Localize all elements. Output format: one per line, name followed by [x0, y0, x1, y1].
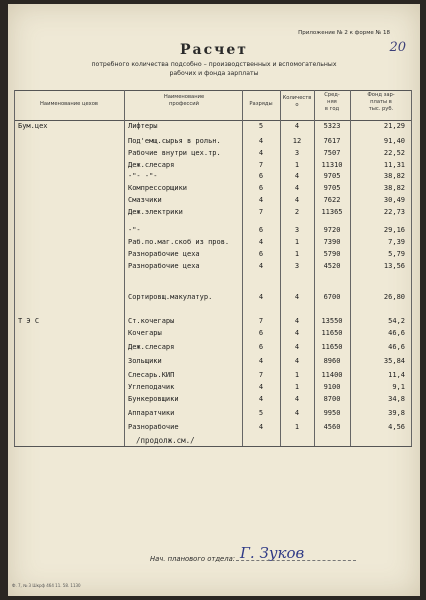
table-cell-fund: 13,56 — [383, 262, 405, 270]
table-cell-grade: 4 — [258, 395, 264, 403]
table-cell-grade: 6 — [258, 329, 264, 337]
table-cell-avg: 7390 — [323, 238, 341, 246]
table-cell-avg: 8960 — [323, 357, 341, 365]
table-cell-avg: 11310 — [321, 161, 343, 169]
workers-table — [14, 90, 412, 446]
table-cell-grade: 4 — [258, 262, 264, 270]
table-cell-avg: 9100 — [323, 383, 341, 391]
table-cell-grade: 4 — [258, 293, 264, 301]
table-cell-avg: 6700 — [323, 293, 341, 301]
handwritten-page-number: 20 — [389, 40, 406, 55]
table-cell-grade: 6 — [258, 250, 264, 258]
col-header-profession: Наименование профессий — [163, 94, 205, 107]
table-cell-fund: 46,6 — [388, 329, 405, 337]
document-title: Расчет — [180, 42, 248, 58]
table-cell-avg: 11650 — [321, 343, 343, 351]
subtitle-line-1: потребного количества подсобно – производственных и вспомогательных — [91, 61, 337, 68]
table-cell-profession: Зольщики — [128, 357, 162, 365]
table-cell-fund: 9,1 — [392, 383, 405, 391]
table-cell-fund: 30,49 — [383, 196, 405, 204]
table-cell-avg: 7622 — [323, 196, 341, 204]
col-header-count: Количество — [282, 95, 312, 108]
table-cell-avg: 11650 — [321, 329, 343, 337]
table-cell-fund: 29,16 — [383, 226, 405, 234]
table-cell-grade: 7 — [258, 208, 264, 216]
table-cell-avg: 9720 — [323, 226, 341, 234]
table-cell-profession: Кочегары — [128, 329, 162, 337]
table-cell-profession: Аппаратчики — [128, 409, 175, 417]
table-cell-count: 3 — [294, 149, 300, 157]
table-cell-profession: Разнорабочие цеха — [128, 262, 200, 270]
signature-line — [236, 560, 356, 561]
table-cell-count: 1 — [294, 383, 300, 391]
table-cell-count: 4 — [294, 122, 300, 130]
table-cell-fund: 5,79 — [388, 250, 405, 258]
continued-note: /продолж.см./ — [136, 436, 195, 445]
table-cell-profession: Сортировщ.макулатур. — [128, 293, 213, 301]
table-cell-count: 3 — [294, 262, 300, 270]
table-cell-avg: 8700 — [323, 395, 341, 403]
print-info: Ф. 7, № 3 Шкрф 464 11. 58. 1130 — [12, 583, 81, 588]
table-cell-profession: Углеподачик — [128, 383, 175, 391]
document-subtitle — [58, 60, 370, 78]
table-cell-avg: 13550 — [321, 317, 343, 325]
table-cell-grade: 4 — [258, 423, 264, 431]
table-cell-avg: 11400 — [321, 371, 343, 379]
table-cell-dept: Т Э С — [18, 317, 40, 325]
appendix-note: Приложение № 2 к форме № 18 — [298, 30, 390, 36]
table-cell-count: 12 — [292, 137, 302, 145]
table-cell-fund: 38,82 — [383, 172, 405, 180]
table-cell-grade: 6 — [258, 343, 264, 351]
table-cell-profession: Ст.кочегары — [128, 317, 175, 325]
table-cell-fund: 54,2 — [388, 317, 405, 325]
table-cell-grade: 7 — [258, 317, 264, 325]
table-cell-count: 4 — [294, 357, 300, 365]
table-cell-fund: 39,8 — [388, 409, 405, 417]
table-cell-count: 1 — [294, 371, 300, 379]
planning-head-label: Нач. планового отдела: — [150, 555, 236, 563]
table-cell-count: 4 — [294, 184, 300, 192]
table-cell-grade: 6 — [258, 172, 264, 180]
table-cell-fund: 22,52 — [383, 149, 405, 157]
table-cell-fund: 38,82 — [383, 184, 405, 192]
table-cell-profession: -"- -"- — [128, 172, 158, 180]
table-cell-grade: 4 — [258, 196, 264, 204]
table-cell-count: 1 — [294, 423, 300, 431]
table-cell-fund: 7,39 — [388, 238, 405, 246]
table-cell-profession: Смазчики — [128, 196, 162, 204]
table-cell-count: 4 — [294, 395, 300, 403]
table-cell-count: 2 — [294, 208, 300, 216]
table-cell-profession: Лифтеры — [128, 122, 158, 130]
table-cell-fund: 91,40 — [383, 137, 405, 145]
col-header-grade: Разряды — [249, 101, 273, 107]
table-cell-fund: 35,84 — [383, 357, 405, 365]
table-cell-count: 4 — [294, 293, 300, 301]
col-header-avg: Сред- няя в год — [324, 92, 340, 112]
table-cell-profession: Компрессорщики — [128, 184, 188, 192]
table-cell-profession: -"- — [128, 226, 141, 234]
table-cell-grade: 4 — [258, 137, 264, 145]
table-cell-count: 4 — [294, 196, 300, 204]
table-cell-fund: 34,8 — [388, 395, 405, 403]
col-header-fund: Фонд зар- платы в тыс. руб. — [367, 92, 395, 112]
table-cell-grade: 5 — [258, 122, 264, 130]
table-cell-dept: Бум.цех — [18, 122, 48, 130]
table-cell-fund: 21,29 — [383, 122, 405, 130]
table-cell-avg: 5323 — [323, 122, 341, 130]
table-cell-grade: 4 — [258, 238, 264, 246]
table-cell-avg: 5790 — [323, 250, 341, 258]
table-cell-profession: Разнорабочие цеха — [128, 250, 200, 258]
table-cell-count: 4 — [294, 409, 300, 417]
table-cell-grade: 6 — [258, 226, 264, 234]
table-cell-grade: 5 — [258, 409, 264, 417]
table-cell-avg: 11365 — [321, 208, 343, 216]
table-cell-grade: 7 — [258, 161, 264, 169]
table-cell-avg: 9705 — [323, 172, 341, 180]
col-header-dept: Наименование цехов — [40, 101, 98, 107]
table-cell-profession: Рабочие внутри цех.тр. — [128, 149, 221, 157]
table-cell-count: 4 — [294, 343, 300, 351]
table-cell-profession: Разнорабочие — [128, 423, 179, 431]
table-cell-fund: 4,56 — [388, 423, 405, 431]
table-cell-avg: 7507 — [323, 149, 341, 157]
table-cell-profession: Бункеровщики — [128, 395, 179, 403]
table-cell-grade: 4 — [258, 383, 264, 391]
table-cell-fund: 46,6 — [388, 343, 405, 351]
table-cell-profession: Под'емщ.сырья в рольн. — [128, 137, 221, 145]
table-cell-fund: 22,73 — [383, 208, 405, 216]
table-cell-fund: 11,4 — [388, 371, 405, 379]
table-cell-avg: 9950 — [323, 409, 341, 417]
table-cell-count: 4 — [294, 329, 300, 337]
table-cell-count: 1 — [294, 161, 300, 169]
table-cell-fund: 11,31 — [383, 161, 405, 169]
table-cell-count: 3 — [294, 226, 300, 234]
document-page — [8, 4, 420, 596]
table-cell-grade: 4 — [258, 149, 264, 157]
table-cell-count: 4 — [294, 172, 300, 180]
table-cell-profession: Слесарь.КИП — [128, 371, 175, 379]
table-cell-grade: 6 — [258, 184, 264, 192]
table-cell-avg: 7617 — [323, 137, 341, 145]
table-cell-profession: Деж.слесаря — [128, 161, 175, 169]
table-cell-profession: Деж.электрики — [128, 208, 183, 216]
table-cell-profession: Деж.слесаря — [128, 343, 175, 351]
table-cell-grade: 4 — [258, 357, 264, 365]
table-cell-grade: 7 — [258, 371, 264, 379]
subtitle-line-2: рабочих и фонда зарплаты — [169, 70, 259, 77]
table-cell-avg: 9705 — [323, 184, 341, 192]
table-cell-count: 4 — [294, 317, 300, 325]
table-cell-avg: 4560 — [323, 423, 341, 431]
signature: Г. Зуков — [240, 544, 305, 562]
table-cell-count: 1 — [294, 250, 300, 258]
table-cell-profession: Раб.по.маг.скоб из пров. — [128, 238, 230, 246]
table-cell-count: 1 — [294, 238, 300, 246]
table-cell-avg: 4520 — [323, 262, 341, 270]
table-cell-fund: 26,80 — [383, 293, 405, 301]
